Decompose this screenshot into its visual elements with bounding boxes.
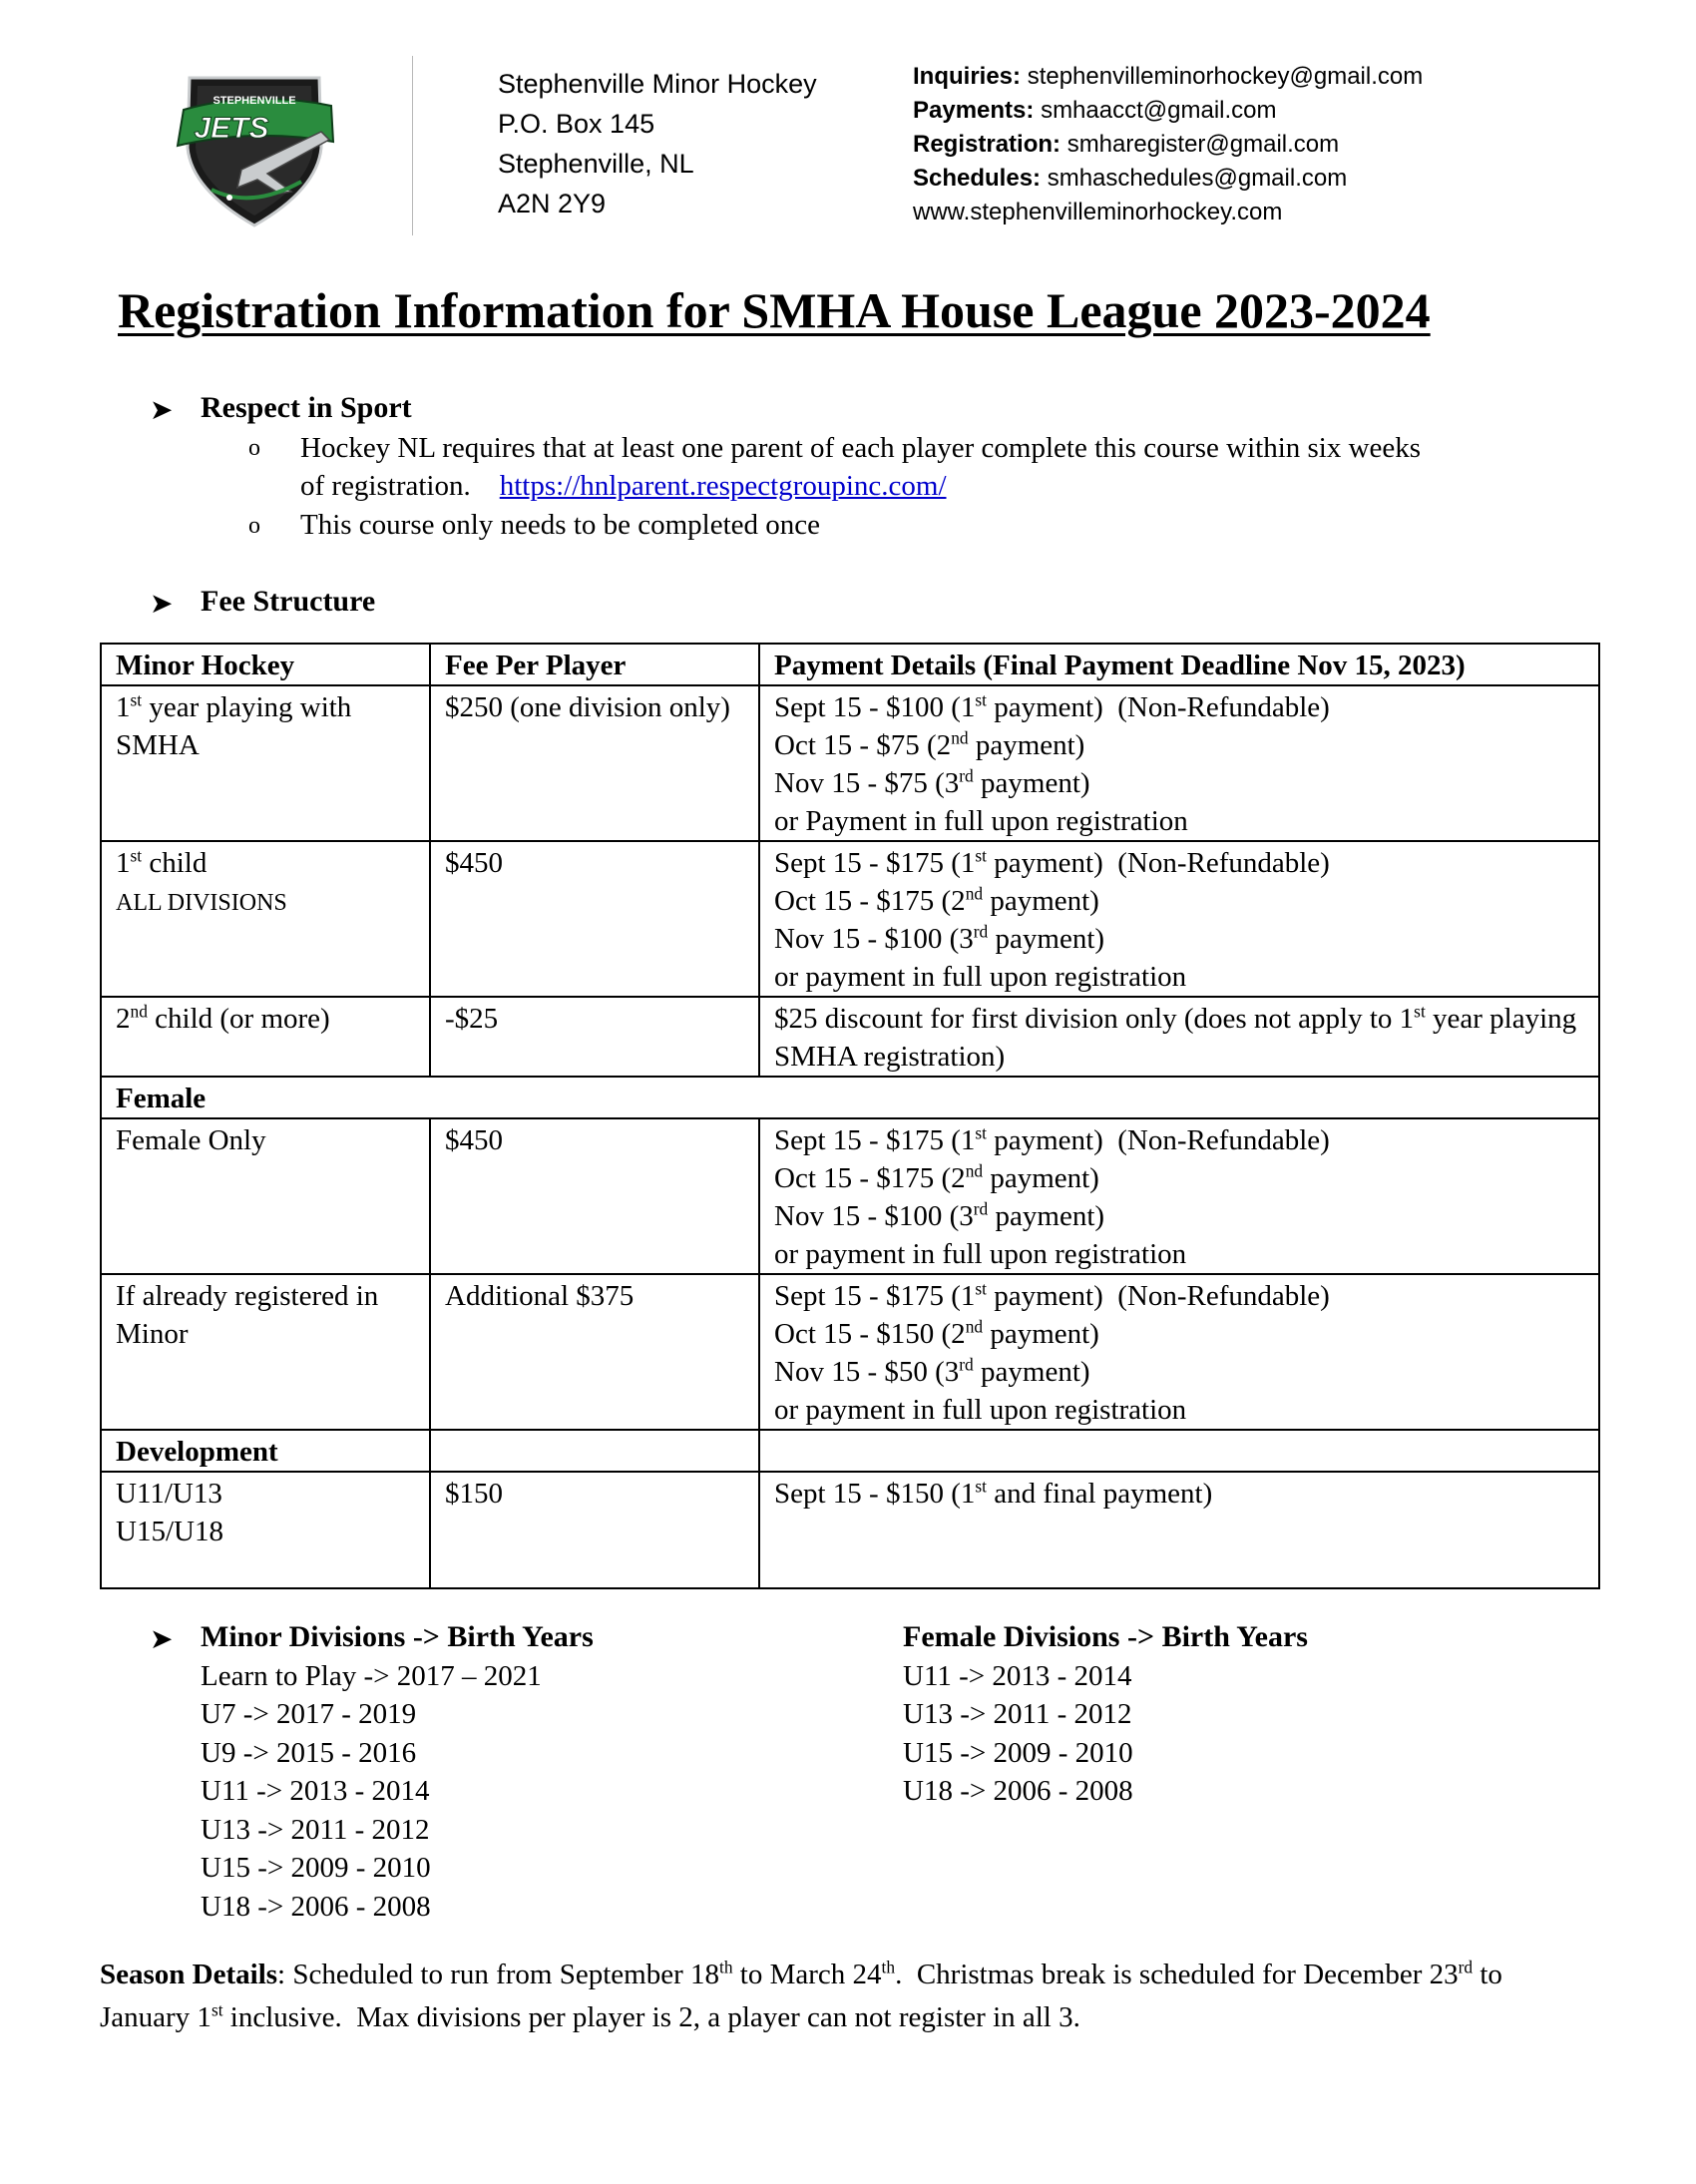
payments-second-child: $25 discount for first division only (does not apply to 1st year playing SMHA registration) (759, 997, 1599, 1077)
contacts-block (913, 60, 1423, 229)
fee-already-registered: Additional $375 (430, 1274, 759, 1430)
list-item: U13 -> 2011 - 2012 (201, 1813, 430, 1846)
svg-text:STEPHENVILLE: STEPHENVILLE (212, 95, 296, 107)
season-details: Season Details: Scheduled to run from September 18th to March 24th. Christmas break is scheduled for December 23rd to January 1st inclusive. Max divisions per player is 2, a player can not register in all 3. (100, 1957, 1502, 2033)
development-section-heading: Development (101, 1430, 430, 1472)
payments-already-registered: Sept 15 - $175 (1st payment) (Non-Refundable) Oct 15 - $150 (2nd payment) Nov 15 - $50 (3rd payment) or payment in full upon registration (759, 1274, 1599, 1430)
list-item: Learn to Play -> 2017 – 2021 (201, 1659, 542, 1692)
table-row (101, 1274, 1599, 1430)
fee-second-child: -$25 (430, 997, 759, 1077)
fee-first-year: $250 (one division only) (430, 685, 759, 841)
table-row (101, 1472, 1599, 1588)
header-payment-details: Payment Details (Final Payment Deadline Nov 15, 2023) (759, 644, 1599, 685)
table-row (101, 685, 1599, 841)
circle-bullet-icon: o (248, 435, 260, 461)
list-item: U18 -> 2006 - 2008 (201, 1890, 431, 1923)
org-name: Stephenville Minor Hockey (498, 69, 817, 99)
female-section-heading: Female (101, 1077, 1599, 1118)
postal-code: A2N 2Y9 (498, 189, 607, 218)
respect-line-2: of registration. https://hnlparent.respectgroupinc.com/ (300, 470, 947, 502)
contact-payments: Payments: smhaacct@gmail.com (913, 97, 1277, 124)
list-item: U11 -> 2013 - 2014 (201, 1775, 430, 1807)
list-item: U7 -> 2017 - 2019 (201, 1698, 417, 1730)
svg-text:JETS: JETS (194, 112, 269, 145)
row-first-year: 1st year playing with SMHA (101, 685, 430, 841)
contact-inquiries: Inquiries: stephenvilleminorhockey@gmail.com (913, 63, 1424, 90)
arrow-bullet-icon: ➤ (150, 589, 174, 620)
table-row (101, 1077, 1599, 1118)
arrow-bullet-icon: ➤ (150, 1624, 174, 1655)
fees-heading: Fee Structure (201, 585, 376, 618)
list-item: U15 -> 2009 - 2010 (201, 1852, 431, 1884)
po-box: P.O. Box 145 (498, 109, 655, 139)
minor-divisions (201, 1618, 594, 1926)
list-item: U9 -> 2015 - 2016 (201, 1736, 417, 1769)
address-block (498, 64, 817, 223)
fee-development: $150 (430, 1472, 759, 1588)
header-divider (412, 56, 413, 235)
contact-registration: Registration: smharegister@gmail.com (913, 131, 1340, 158)
table-row (101, 997, 1599, 1077)
row-first-child: 1st child ALL DIVISIONS (101, 841, 430, 997)
row-already-registered: If already registered in Minor (101, 1274, 430, 1430)
circle-bullet-icon: o (248, 513, 260, 539)
minor-divisions-heading: Minor Divisions -> Birth Years (201, 1620, 594, 1653)
payments-first-year: Sept 15 - $100 (1st payment) (Non-Refundable) Oct 15 - $75 (2nd payment) Nov 15 - $75 (3rd payment) or Payment in full upon registration (759, 685, 1599, 841)
payments-first-child: Sept 15 - $175 (1st payment) (Non-Refundable) Oct 15 - $175 (2nd payment) Nov 15 - $100 (3rd payment) or payment in full upon registration (759, 841, 1599, 997)
arrow-bullet-icon: ➤ (150, 395, 174, 426)
row-development: U11/U13 U15/U18 (101, 1472, 430, 1588)
list-item: U11 -> 2013 - 2014 (903, 1659, 1132, 1692)
header-minor-hockey: Minor Hockey (101, 644, 430, 685)
table-row (101, 841, 1599, 997)
table-row (101, 1118, 1599, 1274)
list-item: U15 -> 2009 - 2010 (903, 1736, 1133, 1769)
fee-first-child: $450 (430, 841, 759, 997)
jets-shield-logo (172, 70, 337, 229)
city: Stephenville, NL (498, 149, 694, 179)
page-title: Registration Information for SMHA House League 2023-2024 (118, 282, 1431, 338)
respect-heading: Respect in Sport (201, 391, 412, 424)
row-second-child: 2nd child (or more) (101, 997, 430, 1077)
header-fee-per-player: Fee Per Player (430, 644, 759, 685)
season-label: Season Details (100, 1959, 278, 1990)
table-header-row (101, 644, 1599, 685)
female-divisions-heading: Female Divisions -> Birth Years (903, 1620, 1308, 1653)
respect-line-1: Hockey NL requires that at least one parent of each player complete this course within six weeks (300, 432, 1422, 464)
website[interactable]: www.stephenvilleminorhockey.com (913, 199, 1283, 225)
list-item: U18 -> 2006 - 2008 (903, 1775, 1133, 1807)
female-divisions (903, 1618, 1308, 1811)
payments-female-only: Sept 15 - $175 (1st payment) (Non-Refundable) Oct 15 - $175 (2nd payment) Nov 15 - $100 (3rd payment) or payment in full upon registration (759, 1118, 1599, 1274)
contact-schedules: Schedules: smhaschedules@gmail.com (913, 165, 1348, 192)
table-row (101, 1430, 1599, 1472)
row-female-only: Female Only (101, 1118, 430, 1274)
list-item: U13 -> 2011 - 2012 (903, 1698, 1132, 1730)
fee-female-only: $450 (430, 1118, 759, 1274)
payments-development: Sept 15 - $150 (1st and final payment) (759, 1472, 1599, 1588)
respect-line-3: This course only needs to be completed once (300, 509, 821, 541)
fee-table (100, 643, 1600, 1589)
respect-link[interactable]: https://hnlparent.respectgroupinc.com/ (499, 470, 947, 502)
